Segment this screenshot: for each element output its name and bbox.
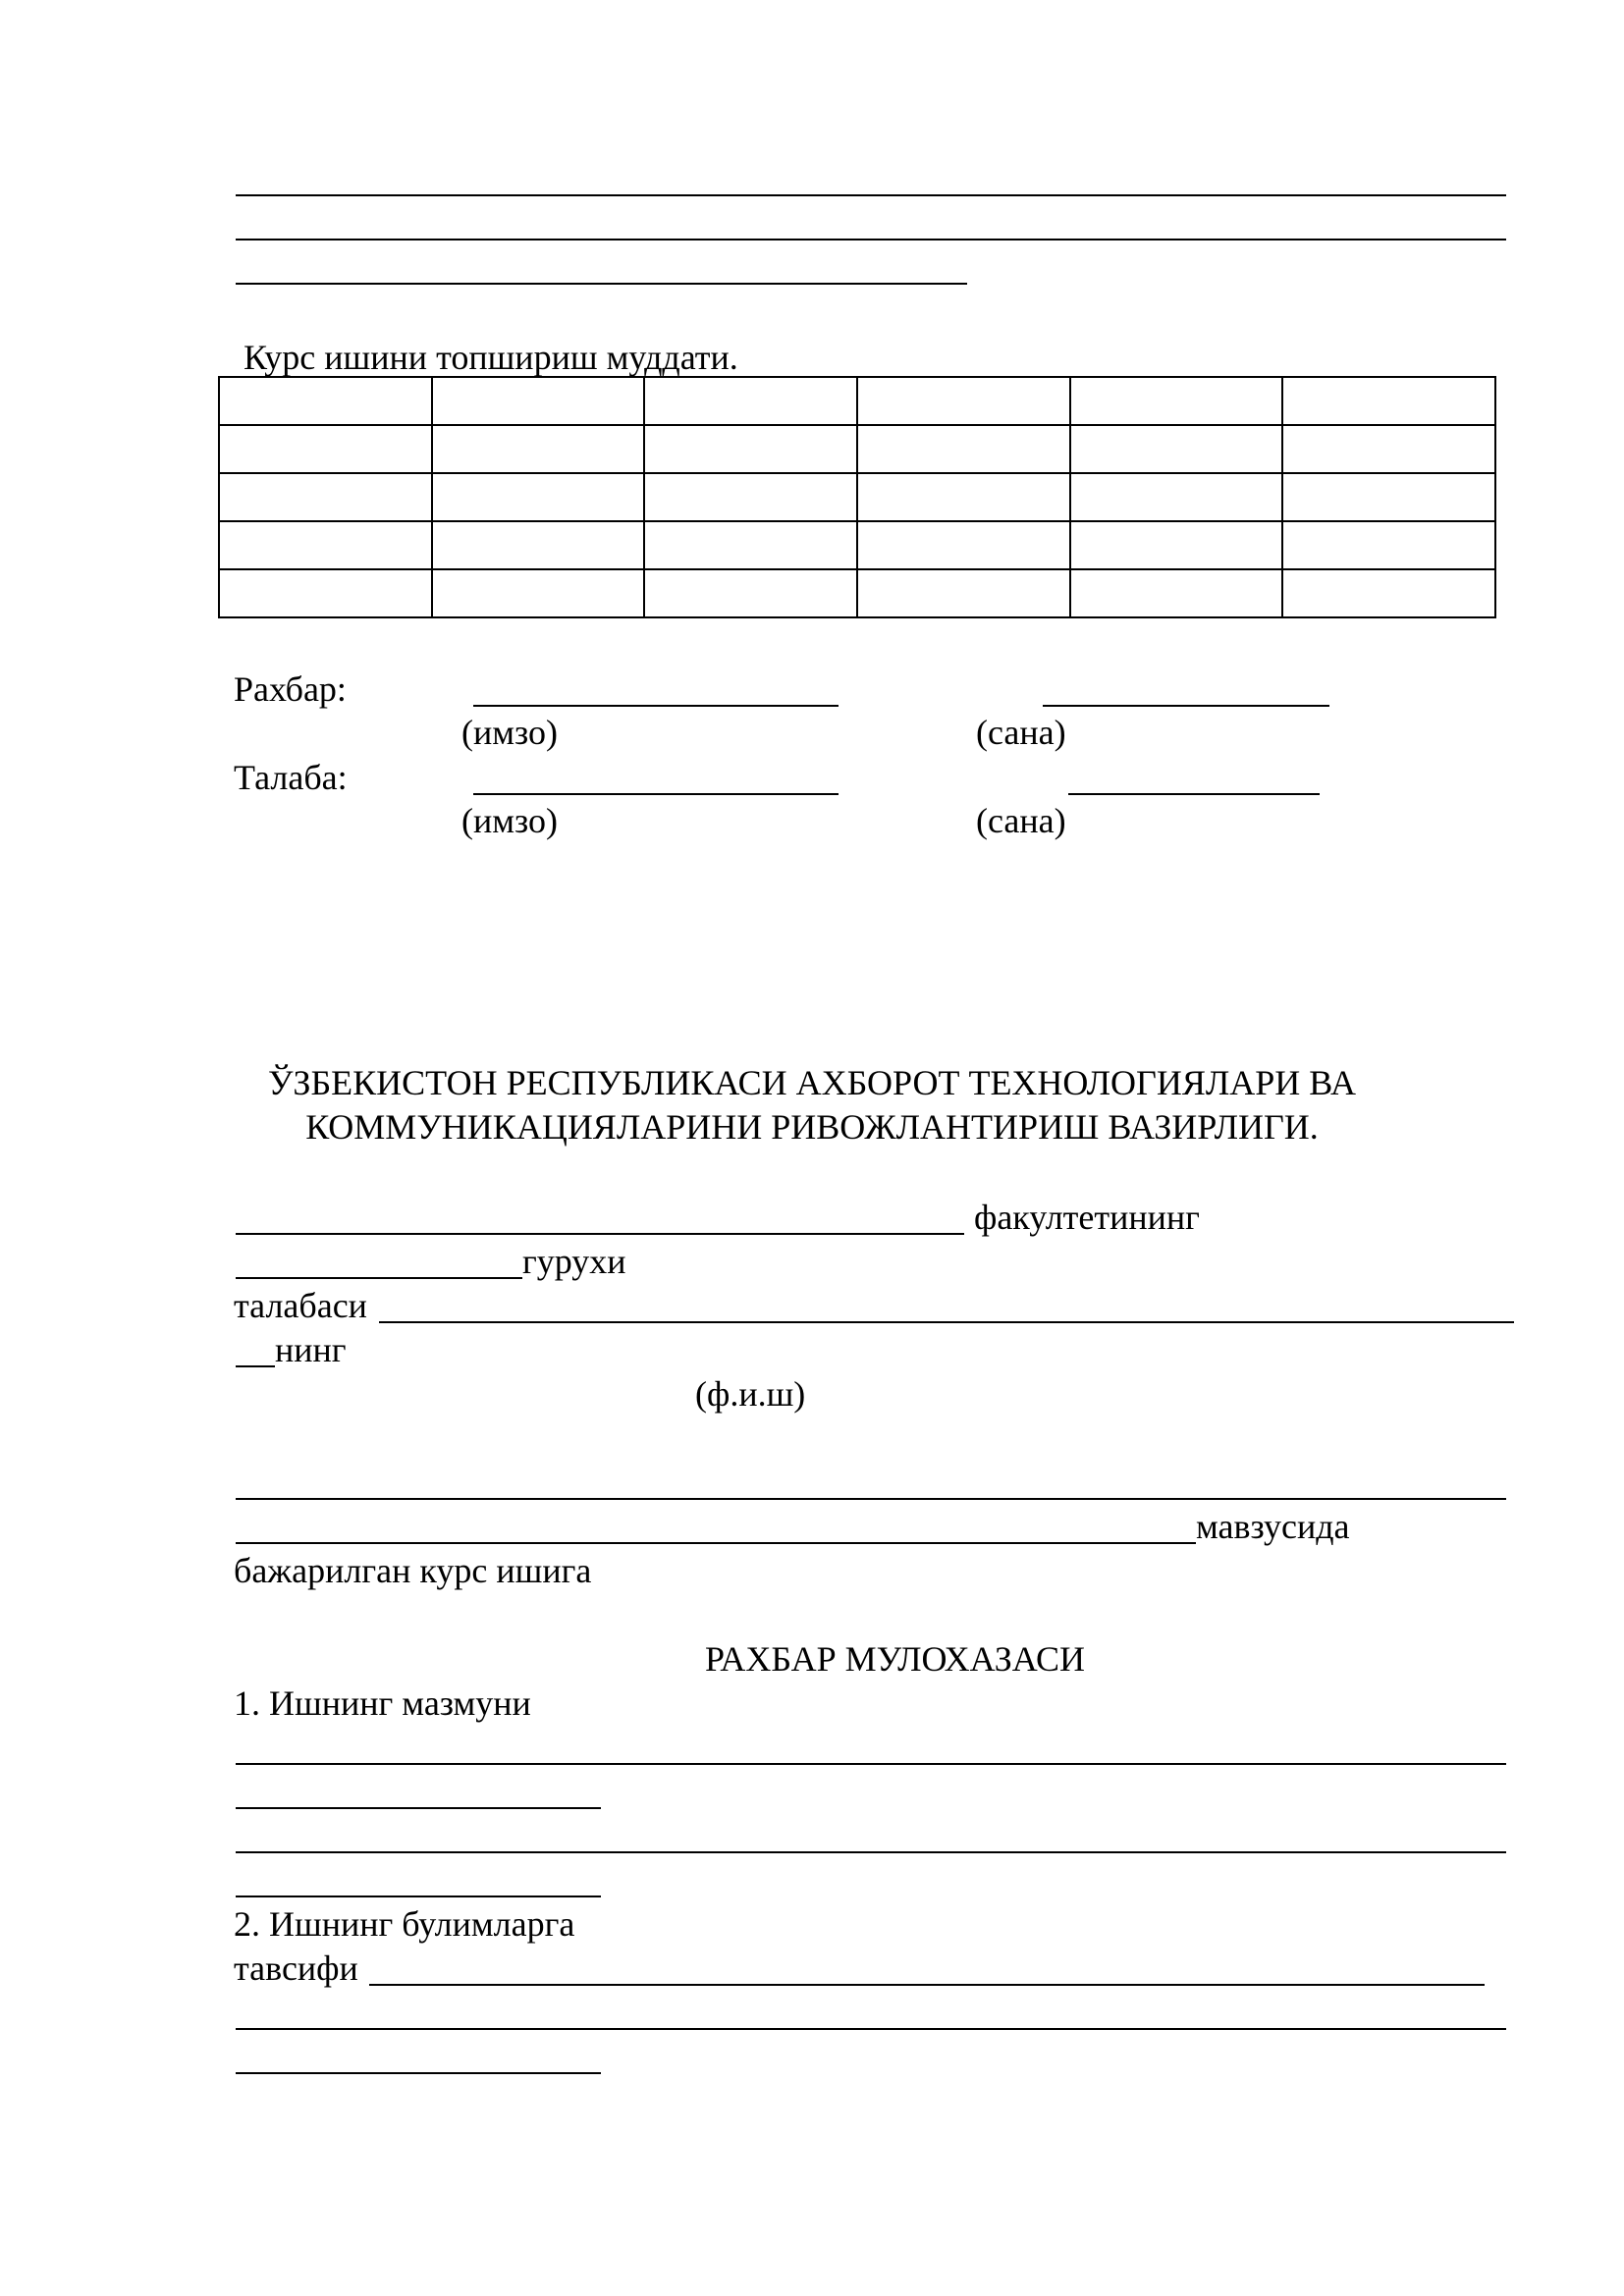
faculty-blank-line (236, 1233, 964, 1235)
table-row (219, 377, 1495, 425)
ning-suffix: нинг (275, 1330, 347, 1369)
review-blank-line (236, 1807, 601, 1809)
student-name-blank-line (379, 1321, 1514, 1323)
review-blank-line (236, 1851, 1506, 1853)
table-cell (1070, 425, 1283, 473)
table-cell (432, 473, 645, 521)
table-cell (432, 377, 645, 425)
table-cell (644, 569, 857, 617)
table-row (219, 521, 1495, 569)
deadline-table (218, 376, 1496, 618)
table-cell (644, 377, 857, 425)
table-cell (644, 473, 857, 521)
blank-line (236, 239, 1506, 240)
blank-line (236, 283, 967, 285)
date-caption: (сана) (976, 801, 1066, 840)
review-blank-line (236, 2028, 1506, 2030)
table-cell (1282, 425, 1495, 473)
table-cell (857, 473, 1070, 521)
topic-blank-line (236, 1542, 1196, 1544)
table-cell (644, 521, 857, 569)
topic-suffix: мавзусида (1196, 1507, 1350, 1546)
table-cell (219, 425, 432, 473)
table-cell (219, 521, 432, 569)
table-cell (219, 569, 432, 617)
table-cell (857, 569, 1070, 617)
table-cell (219, 473, 432, 521)
table-cell (1282, 569, 1495, 617)
supervisor-signature-line (473, 705, 839, 707)
table-cell (857, 377, 1070, 425)
supervisor-date-line (1043, 705, 1329, 707)
student-prefix: талабаси (234, 1286, 367, 1325)
signature-caption: (имзо) (461, 713, 559, 752)
table-row (219, 569, 1495, 617)
table-cell (857, 521, 1070, 569)
student-date-line (1068, 793, 1320, 795)
date-caption: (сана) (976, 713, 1066, 752)
blank-line (236, 194, 1506, 196)
ministry-heading-line2: КОММУНИКАЦИЯЛАРИНИ РИВОЖЛАНТИРИШ ВАЗИРЛИГИ. (305, 1107, 1319, 1147)
supervisor-label: Рахбар: (234, 669, 347, 709)
group-suffix: гурухи (522, 1242, 626, 1281)
deadline-label: Курс ишини топшириш муддати. (244, 338, 738, 377)
table-cell (1070, 569, 1283, 617)
table-cell (1070, 521, 1283, 569)
ning-blank-line (236, 1365, 275, 1367)
table-cell (1070, 377, 1283, 425)
table-row (219, 425, 1495, 473)
topic-blank-line (236, 1498, 1506, 1500)
review-item-sections-line2: тавсифи (234, 1949, 358, 1988)
review-blank-line (236, 1896, 601, 1897)
faculty-suffix: факултетининг (974, 1198, 1200, 1237)
table-cell (432, 569, 645, 617)
review-item-sections-line1: 2. Ишнинг булимларга (234, 1904, 575, 1944)
table-cell (1282, 377, 1495, 425)
signature-caption: (имзо) (461, 801, 559, 840)
group-blank-line (236, 1277, 522, 1279)
review-blank-line (236, 2072, 601, 2074)
table-cell (1282, 521, 1495, 569)
table-cell (857, 425, 1070, 473)
review-item-content: 1. Ишнинг мазмуни (234, 1683, 531, 1723)
table-cell (219, 377, 432, 425)
student-signature-line (473, 793, 839, 795)
table-cell (432, 425, 645, 473)
review-blank-line (369, 1984, 1485, 1986)
table-cell (644, 425, 857, 473)
fio-caption: (ф.и.ш) (695, 1374, 806, 1414)
ministry-heading-line1: ЎЗБЕКИСТОН РЕСПУБЛИКАСИ АХБОРОТ ТЕХНОЛОГИЯЛАРИ ВА (267, 1063, 1357, 1102)
completed-work-label: бажарилган курс ишига (234, 1551, 592, 1590)
table-cell (1070, 473, 1283, 521)
table-row (219, 473, 1495, 521)
table-cell (432, 521, 645, 569)
student-label: Талаба: (234, 758, 348, 797)
review-blank-line (236, 1763, 1506, 1765)
review-title: РАХБАР МУЛОХАЗАСИ (705, 1639, 1086, 1679)
table-cell (1282, 473, 1495, 521)
